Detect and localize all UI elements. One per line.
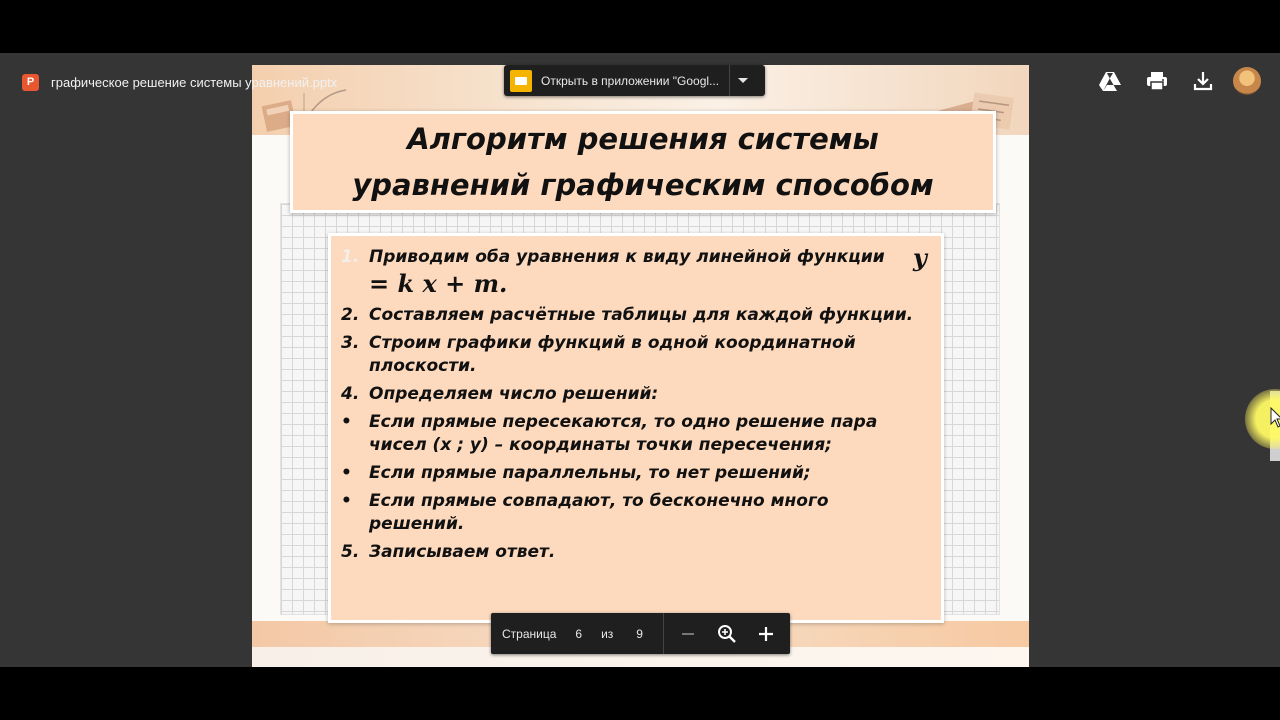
bullet-text: Если прямые совпадают, то бесконечно много решений. [369,491,829,534]
step-marker: 4. [341,384,360,404]
file-viewer [0,53,1280,667]
divider [663,613,664,654]
algorithm-step-5 [341,541,927,564]
zoom-in-icon[interactable] [754,622,778,646]
divider [729,65,730,96]
step-text: Приводим оба уравнения к виду линейной функции [369,247,885,267]
file-title: графическое решение системы уравнений.pptx [51,74,338,90]
step-text: Определяем число решений: [369,384,659,404]
step-marker: 3. [341,333,360,353]
step-text: Составляем расчётные таблицы для каждой функции. [369,305,914,325]
bullet-marker: • [341,491,352,511]
page-navigator [491,613,790,654]
zoom-out-icon[interactable] [676,622,700,646]
page-of-label: из [601,626,614,641]
bullet-intersect [341,411,927,457]
slide-title-line-1: Алгоритм решения системы [407,122,879,156]
bullet-text: Если прямые параллельны, то нет решений; [369,463,811,483]
zoom-icon[interactable] [715,622,739,646]
linear-function-formula: = k x + m. [369,269,508,298]
step-marker: 5. [341,542,360,562]
bullet-text: Если прямые пересекаются, то одно решение пара чисел (x ; y) – координаты точки пересечения; [369,412,878,455]
open-with-app-button[interactable] [504,65,765,96]
avatar[interactable] [1233,67,1261,95]
algorithm-step-1 [341,243,927,299]
print-icon[interactable] [1145,69,1169,93]
bullet-coincide [341,490,927,536]
chevron-down-icon[interactable] [738,78,748,83]
mouse-cursor-icon [1270,407,1280,429]
drive-icon[interactable] [1098,69,1122,93]
step-marker: 1. [341,247,360,267]
algorithm-step-4 [341,383,927,406]
bullet-marker: • [341,412,352,432]
step-text: Записываем ответ. [369,542,556,562]
algorithm-step-3 [341,332,927,378]
algorithm-box [328,233,944,623]
bullet-parallel [341,462,927,485]
slide-title-box [290,111,996,213]
total-pages: 9 [636,626,643,641]
download-icon[interactable] [1191,69,1215,93]
slide [252,65,1029,667]
current-page-input[interactable]: 6 [575,626,583,641]
formula-variable-y: y [913,243,927,272]
page-label: Страница [502,626,557,641]
slide-title [352,116,933,208]
file-title-area [22,71,337,93]
slide-title-line-2: уравнений графическим способом [352,168,934,202]
algorithm-list [331,236,941,564]
google-slides-icon [510,70,532,92]
powerpoint-file-icon: P [22,74,39,91]
step-marker: 2. [341,305,360,325]
bullet-marker: • [341,463,352,483]
step-text: Строим графики функций в одной координатной плоскости. [369,333,856,376]
algorithm-step-2 [341,304,927,327]
open-with-label: Открыть в приложении "Googl... [541,73,720,88]
